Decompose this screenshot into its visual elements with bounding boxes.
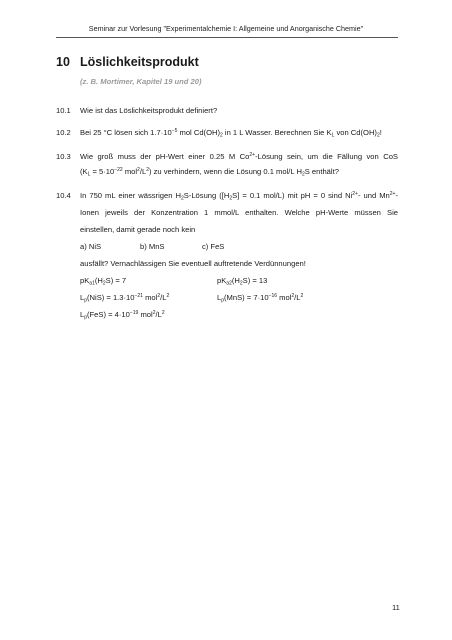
option-b: b) MnS	[140, 242, 165, 251]
pka1-value: $pK_{a1}(H_2S) = 7$	[80, 276, 127, 287]
option-a: a) NiS	[80, 242, 102, 251]
question-text: Wie groß muss der pH-Wert einer 0.25 M $Co^{2+}$-Lösung sein, um die Fällung von CoS	[80, 152, 398, 161]
question-number: 10.1	[56, 106, 71, 115]
question-number: 10.4	[56, 191, 71, 200]
lp-nis-value: $L_p(NiS) = 1.3\cdot 10^{-21}$ $mol^2/L^2$	[80, 293, 170, 304]
question-text: Ionen jeweils der Konzentration 1 mmol/L enthalten. Welche pH-Werte müssen Sie	[80, 208, 398, 217]
question-text: In 750 mL einer wässrigen $H_2S$-Lösung ($[H_2S] = 0.1$ mol/L) mit pH = 0 sind $Ni^{2+}-$ und $Mn^{2+}-$	[80, 191, 398, 202]
section-title: Löslichkeitsprodukt	[80, 55, 199, 69]
question-text: Wie ist das Löslichkeitsprodukt definiert?	[80, 106, 218, 115]
page-number: 11	[392, 603, 400, 612]
lp-fes-value: $L_p(FeS) = 4\cdot 10^{-19}$ $mol^2/L^2$	[80, 310, 165, 321]
option-c: c) FeS	[202, 242, 225, 251]
question-number: 10.3	[56, 152, 71, 161]
section-number: 10	[56, 55, 70, 69]
question-text: Bei 25 °C lösen sich $1.7\cdot 10^{-5}$ mol $Cd(OH)_2$ in 1 L Wasser. Berechnen Sie $K_L$ von $Cd(OH)_2$!	[80, 128, 382, 139]
question-number: 10.2	[56, 128, 71, 137]
lp-mns-value: $L_p(MnS) = 7\cdot 10^{-16}$ $mol^2/L^2$	[217, 293, 304, 304]
question-text: einstellen, damit gerade noch kein	[80, 225, 196, 234]
page-header: Seminar zur Vorlesung "Experimentalchemie I: Allgemeine und Anorganische Chemie"	[88, 24, 364, 33]
question-text: ausfällt? Vernachlässigen Sie eventuell auftretende Verdünnungen!	[80, 259, 306, 268]
section-reference: (z. B. Mortimer, Kapitel 19 und 20)	[80, 77, 202, 86]
question-text: ($K_L = 5\cdot 10^{-22}$ $mol^2/L^2$) zu verhindern, wenn die Lösung 0.1 mol/L $H_2S$ enthält?	[80, 167, 339, 178]
pka2-value: $pK_{a2}(H_2S) = 13$	[217, 276, 268, 287]
header-rule	[56, 37, 398, 38]
